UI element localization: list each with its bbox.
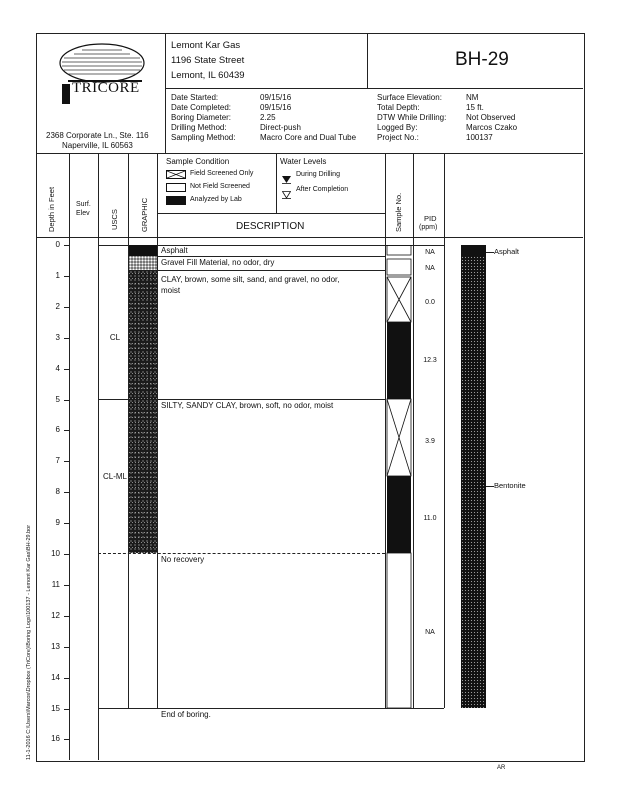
depth-tick-label: 9 [55,518,60,528]
info-label: Drilling Method: [171,123,227,132]
depth-header: Depth in Feet [47,186,56,232]
field-screened-label: Field Screened Only [190,170,254,177]
info-right-label: Logged By: [377,123,418,132]
well-bentonite [461,256,486,708]
depth-tick [64,647,69,648]
depth-tick-label: 3 [55,332,60,342]
surf-header: Surf. [76,201,91,208]
depth-tick-label: 8 [55,487,60,497]
depth-tick [64,585,69,586]
pid-header: PID [424,214,437,223]
depth-tick-label: 16 [51,734,60,744]
depth-tick [64,245,69,246]
info-right-value: 100137 [466,133,493,142]
project-street: 1196 State Street [171,55,245,66]
layer-description: End of boring. [161,709,211,719]
depth-tick [64,307,69,308]
info-right-value: NM [466,93,479,102]
project-name: Lemont Kar Gas [171,40,241,51]
info-right-value: 15 ft. [466,103,484,112]
depth-tick-label: 15 [51,703,60,713]
depth-tick-label: 4 [55,363,60,373]
info-label: Date Completed: [171,103,232,112]
depth-tick [64,554,69,555]
file-path-footer: 11-1-2016 C:\Users\Marcos\Dropbox (TriCore)\Boring Logs\100137 - Lemont Kar Gas\BH-29.bor [26,524,32,760]
pid-reading: 12.3 [423,357,437,365]
graphic-silty-sandy-clay [129,399,157,553]
depth-tick-label: 10 [51,549,60,558]
uscs-header: USCS [110,209,119,230]
company-logo-text: TRICORE [72,80,140,96]
footer-note: AR [497,765,506,771]
info-value: 2.25 [260,113,276,122]
info-value: Macro Core and Dual Tube [260,133,357,142]
project-city: Lemont, IL 60439 [171,70,245,81]
sample-no-header: Sample No. [394,192,403,232]
info-label: Boring Diameter: [171,113,232,122]
well-asphalt-label: Asphalt [494,247,520,256]
pid-reading: NA [425,249,435,257]
layer-description: Gravel Fill Material, no odor, dry [161,258,275,268]
layer-description: No recovery [161,555,205,565]
company-address-2: Naperville, IL 60563 [62,141,133,150]
boring-id: BH-29 [455,49,509,70]
info-right-label: DTW While Drilling: [377,113,447,122]
depth-tick-label: 13 [51,641,60,651]
pid-reading: 0.0 [425,298,435,306]
water-after-icon [282,186,291,204]
depth-tick-label: 5 [55,394,60,404]
uscs-code: CL [109,332,121,342]
depth-tick-label: 7 [55,456,60,466]
field-screened-swatch [166,170,186,179]
description-header: DESCRIPTION [236,221,305,232]
depth-tick [64,430,69,431]
analyzed-by-lab-label: Analyzed by Lab [190,196,242,203]
company-address-1: 2368 Corporate Ln., Ste. 116 [46,131,149,140]
analyzed-by-lab-swatch [166,196,186,205]
info-value: 09/15/16 [260,93,292,102]
layer-description: moist [161,286,181,296]
info-right-label: Surface Elevation: [377,93,442,102]
layer-description: SILTY, SANDY CLAY, brown, soft, no odor, moist [161,400,334,410]
info-right-label: Project No.: [377,133,419,142]
depth-tick [64,616,69,617]
graphic-gravel-fill [129,256,157,270]
uscs-code: CL-ML [102,471,127,481]
pid-reading: 11.0 [423,514,437,522]
water-during-label: During Drilling [296,171,340,178]
layer-description: Asphalt [161,246,188,256]
info-right-value: Not Observed [466,113,516,122]
depth-tick [64,461,69,462]
elev-header: Elev [76,210,90,217]
not-field-screened-label: Not Field Screened [190,183,250,190]
graphic-header: GRAPHIC [140,197,149,232]
depth-tick-label: 12 [51,610,60,620]
sample-condition-title: Sample Condition [166,157,230,166]
graphic-asphalt [129,245,157,256]
info-value: Direct-push [260,123,301,132]
depth-tick [64,276,69,277]
well-asphalt [461,245,486,256]
depth-tick [64,369,69,370]
depth-tick [64,338,69,339]
water-after-label: After Completion [296,186,349,193]
info-value: 09/15/16 [260,103,292,112]
graphic-clay [129,270,157,399]
info-right-label: Total Depth: [377,103,420,112]
layer-description: CLAY, brown, some silt, sand, and gravel, no odor, [161,275,340,285]
sample-column [385,245,413,708]
info-label: Date Started: [171,93,219,102]
depth-tick [64,492,69,493]
depth-tick-label: 0 [55,240,60,249]
depth-tick-label: 6 [55,425,60,435]
not-field-screened-swatch [166,183,186,192]
depth-tick [64,523,69,524]
depth-tick [64,739,69,740]
depth-tick-label: 11 [51,579,60,589]
depth-tick [64,709,69,710]
water-levels-title: Water Levels [280,157,327,166]
depth-tick [64,400,69,401]
well-bentonite-label: Bentonite [494,481,526,490]
depth-tick [64,678,69,679]
depth-tick-label: 2 [55,301,60,311]
pid-reading: 3.9 [425,437,435,445]
depth-tick-label: 1 [55,270,60,280]
pid-unit-header: (ppm) [419,224,438,231]
depth-tick-label: 14 [51,672,60,682]
info-right-value: Marcos Czako [466,123,518,132]
pid-reading: NA [425,629,435,637]
pid-reading: NA [425,264,435,272]
info-label: Sampling Method: [171,133,236,142]
